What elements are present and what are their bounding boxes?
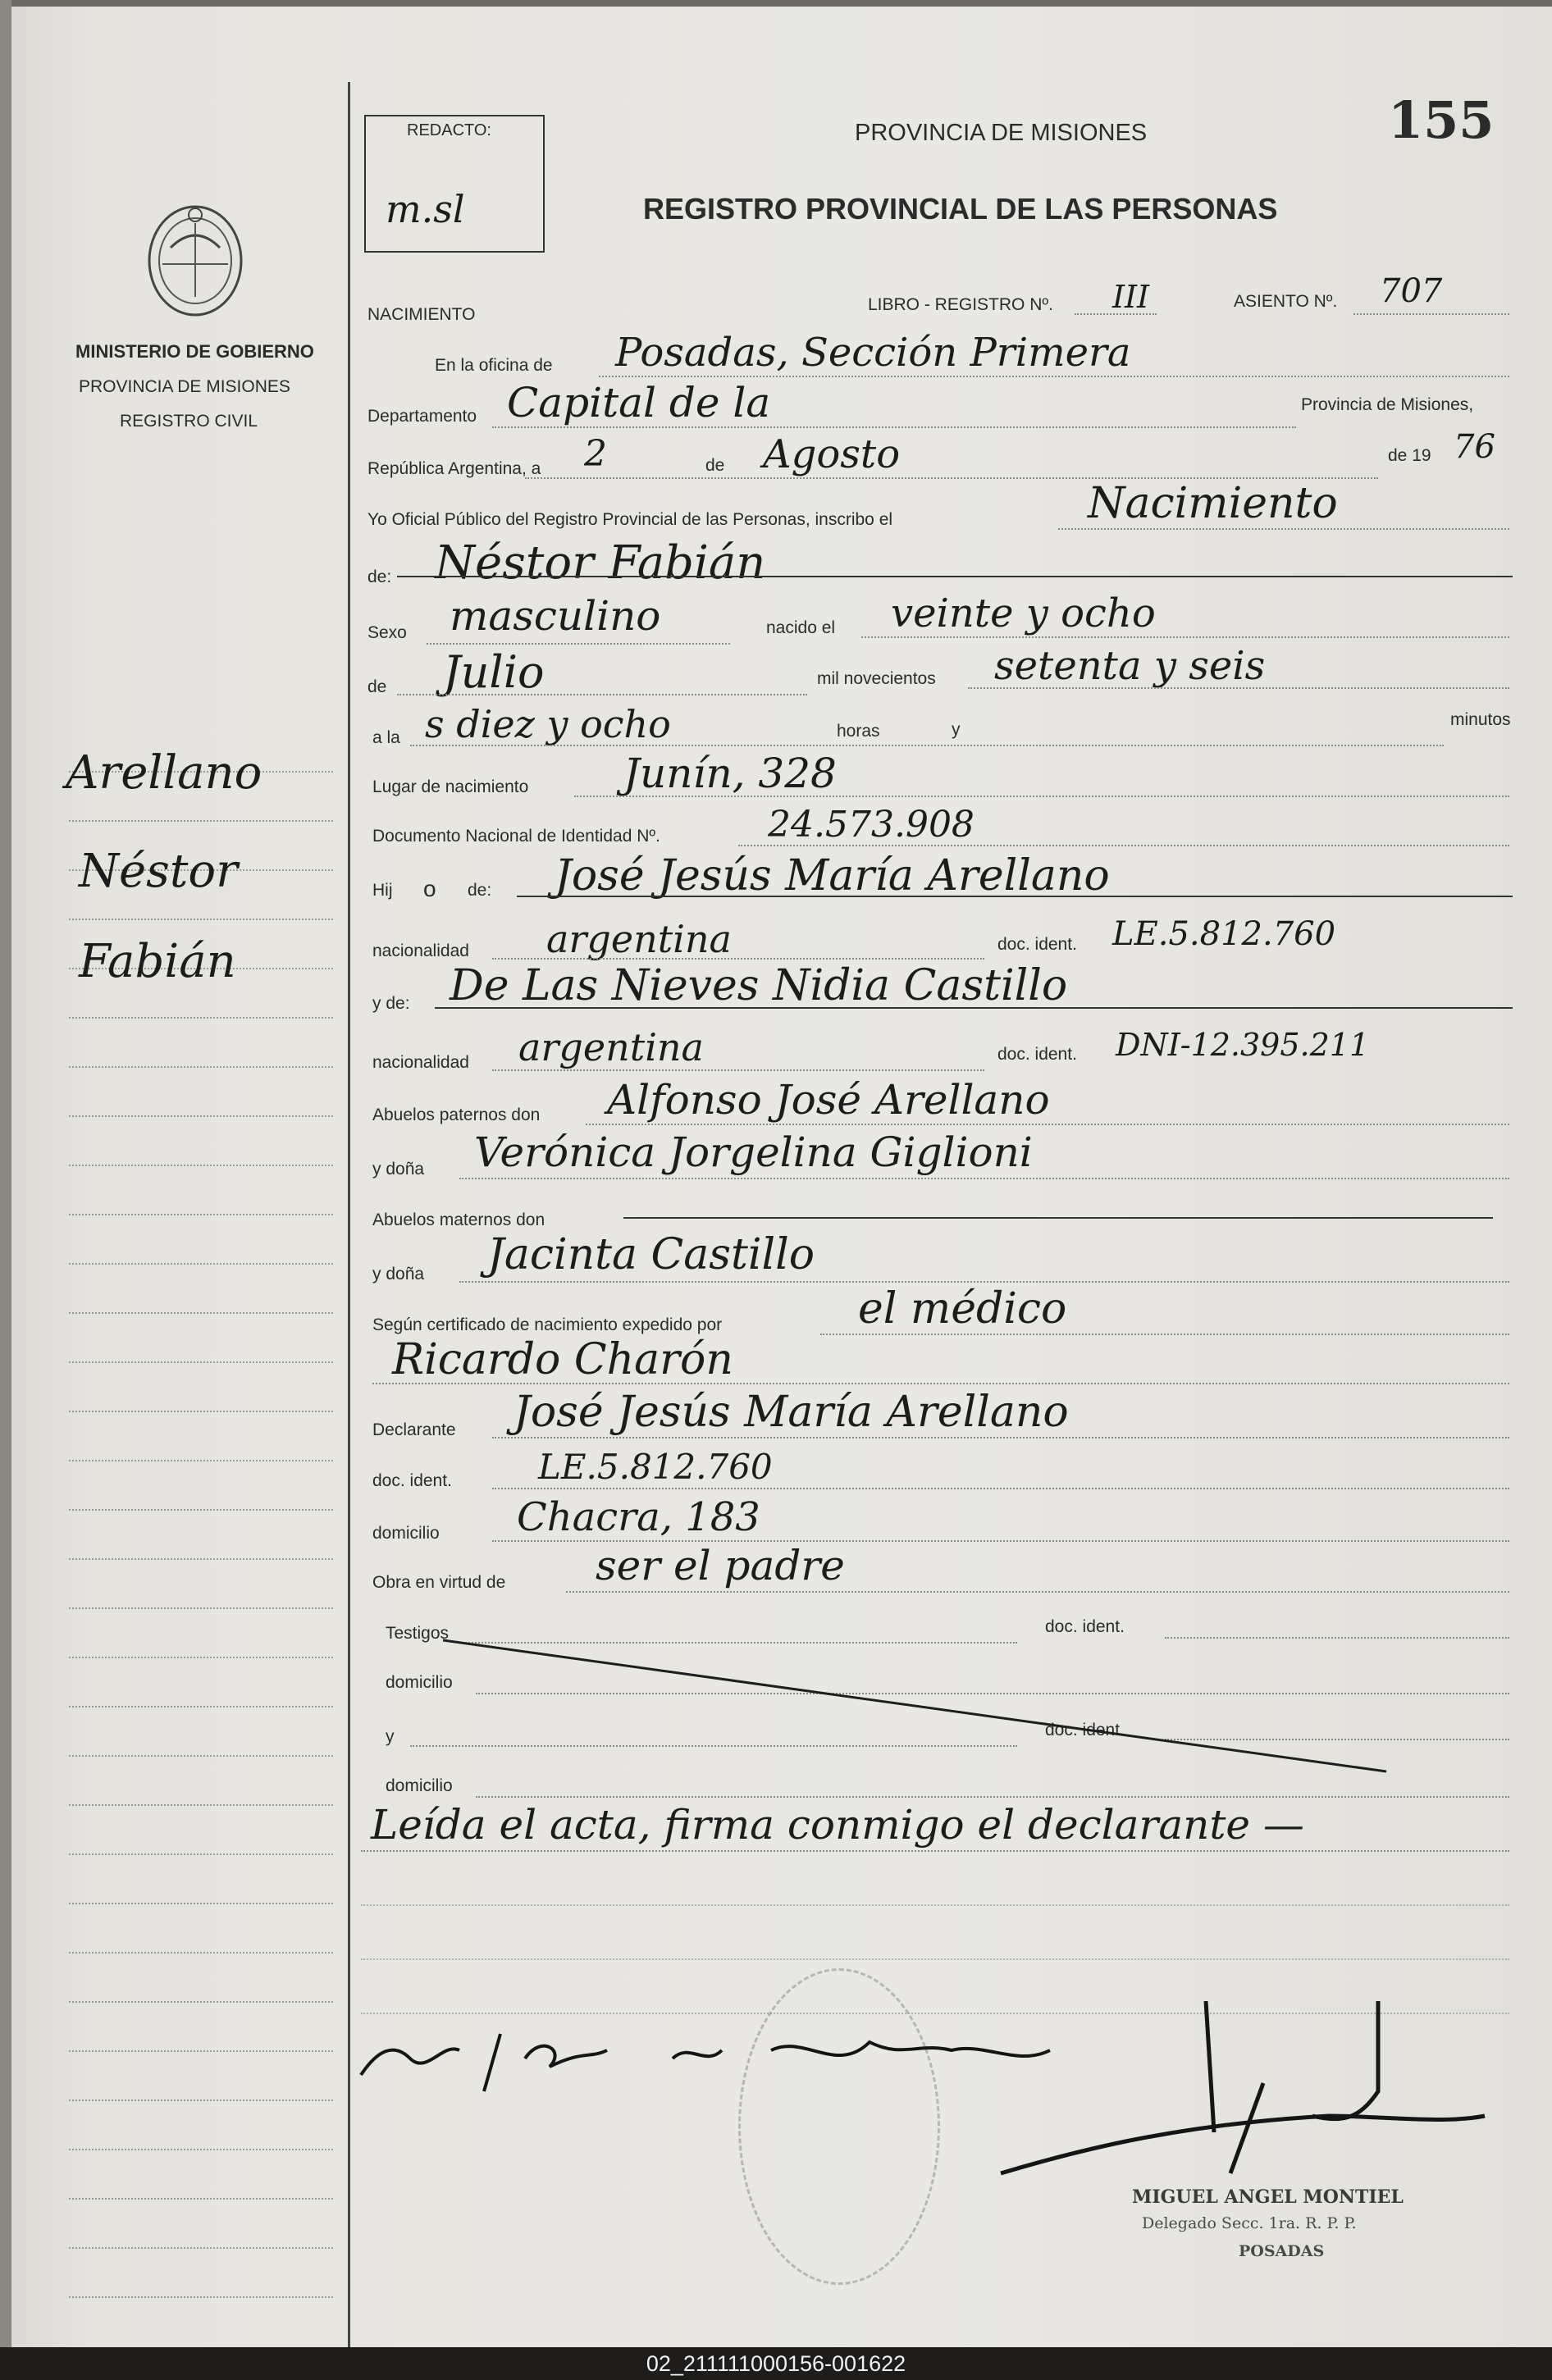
mother-nationality: argentina — [518, 1025, 704, 1069]
ministry-title: MINISTERIO DE GOBIERNO — [75, 341, 314, 362]
father-doc-label: doc. ident. — [997, 935, 1077, 954]
ministry-province: PROVINCIA DE MISIONES — [79, 377, 290, 396]
nacido-value: veinte y ocho — [891, 590, 1156, 636]
dni-label: Documento Nacional de Identidad Nº. — [372, 827, 660, 846]
libro-value: III — [1112, 279, 1150, 315]
person-name: Néstor Fabián — [435, 536, 766, 590]
day-value: 2 — [584, 433, 607, 475]
abuelo-paterno: Alfonso José Arellano — [607, 1076, 1050, 1124]
testigo-doc-label: doc. ident. — [1045, 1617, 1125, 1636]
margin-first-name: Néstor — [79, 845, 238, 898]
father-nationality-label: nacionalidad — [372, 942, 469, 960]
month-value: Agosto — [763, 431, 901, 477]
redacto-value: m.sl — [386, 187, 465, 231]
medico-name: Ricardo Charón — [392, 1335, 733, 1384]
asiento-label: ASIENTO Nº. — [1234, 292, 1338, 311]
abuelos-maternos-label: Abuelos maternos don — [372, 1211, 545, 1229]
libro-label: LIBRO - REGISTRO Nº. — [868, 295, 1053, 314]
redacto-label: REDACTO: — [407, 121, 491, 139]
declarante-value: José Jesús María Arellano — [514, 1388, 1069, 1437]
hijo-label: Hij — [372, 881, 393, 900]
oficina-value: Posadas, Sección Primera — [615, 330, 1131, 376]
page-number: 155 — [1388, 90, 1495, 150]
page-title: REGISTRO PROVINCIAL DE LAS PERSONAS — [643, 192, 1278, 226]
abuelos-paternos-label: Abuelos paternos don — [372, 1106, 541, 1124]
margin-second-name: Fabián — [79, 935, 236, 988]
alas-label: a la — [372, 728, 400, 747]
dni-value: 24.573.908 — [768, 804, 975, 846]
hijo-de-label: de: — [468, 881, 492, 900]
departamento-value: Capital de la — [507, 379, 771, 426]
binding-edge — [0, 0, 11, 2347]
y-label: y — [952, 720, 961, 739]
officer-title-stamp: Delegado Secc. 1ra. R. P. P. — [1142, 2214, 1357, 2232]
certificado-label: Según certificado de nacimiento expedido por — [372, 1315, 723, 1334]
sexo-label: Sexo — [367, 623, 407, 642]
oficina-label: En la oficina de — [435, 356, 553, 375]
testigo2-domicilio-label: domicilio — [386, 1776, 453, 1795]
officer-name-stamp: MIGUEL ANGEL MONTIEL — [1132, 2186, 1404, 2208]
mother-name: De Las Nieves Nidia Castillo — [450, 961, 1068, 1010]
lugar-label: Lugar de nacimiento — [372, 777, 529, 796]
de2-label: de — [367, 677, 387, 696]
province-header: PROVINCIA DE MISIONES — [855, 120, 1148, 146]
record-type: NACIMIENTO — [367, 305, 476, 324]
sexo-value: masculino — [450, 592, 661, 640]
testigos-strike-line — [443, 1632, 1395, 1780]
file-id-footer: 02_211111000156-001622 — [0, 2347, 1552, 2380]
y-de-label: y de: — [372, 994, 410, 1013]
redacto-box — [364, 115, 545, 253]
nacido-label: nacido el — [766, 618, 836, 637]
mother-doc-label: doc. ident. — [997, 1045, 1077, 1064]
officer-signature — [919, 1985, 1493, 2198]
declarante-label: Declarante — [372, 1420, 456, 1439]
birth-year: setenta y seis — [994, 643, 1266, 689]
father-nationality: argentina — [546, 917, 732, 961]
mother-doc: DNI-12.395.211 — [1116, 1027, 1370, 1063]
ministry-registry: REGISTRO CIVIL — [120, 412, 258, 431]
year-label: de 19 — [1388, 446, 1431, 465]
horas-label: horas — [837, 722, 880, 741]
testigos-label: Testigos — [386, 1624, 450, 1643]
de-label: de — [705, 456, 725, 475]
mother-nationality-label: nacionalidad — [372, 1053, 469, 1072]
testigo2-doc-label: doc. ident. — [1045, 1721, 1125, 1739]
birth-month: Julio — [443, 646, 545, 698]
lugar-value: Junín, 328 — [623, 750, 837, 797]
provincia-label: Provincia de Misiones, — [1301, 395, 1474, 414]
page-top-edge — [0, 0, 1552, 7]
abuela-materna: Jacinta Castillo — [487, 1230, 815, 1279]
departamento-label: Departamento — [367, 407, 477, 426]
obra-label: Obra en virtud de — [372, 1573, 506, 1592]
domicilio-label: domicilio — [372, 1524, 440, 1543]
hijo-suffix: o — [423, 876, 436, 901]
oficial-value: Nacimiento — [1088, 479, 1338, 528]
y-dona-materna-label: y doña — [372, 1265, 425, 1283]
oficial-label: Yo Oficial Público del Registro Provincial de las Personas, inscribo el — [367, 510, 893, 529]
coat-of-arms-icon — [138, 190, 253, 321]
y2-label: y — [386, 1727, 395, 1746]
declarante-doc-label: doc. ident. — [372, 1471, 452, 1490]
closing-note: Leída el acta, firma conmigo el declarante — — [371, 1801, 1304, 1849]
officer-city-stamp: POSADAS — [1239, 2242, 1325, 2260]
father-doc: LE.5.812.760 — [1112, 915, 1336, 953]
declarante-doc: LE.5.812.760 — [538, 1447, 773, 1487]
hora-value: s diez y ocho — [425, 702, 671, 746]
mil-label: mil novecientos — [817, 669, 936, 688]
margin-surname: Arellano — [66, 746, 262, 800]
minutos-label: minutos — [1450, 710, 1511, 729]
y-dona-label: y doña — [372, 1160, 425, 1179]
abuela-paterna: Verónica Jorgelina Giglioni — [474, 1128, 1033, 1176]
republica-label: República Argentina, a — [367, 459, 541, 478]
asiento-value: 707 — [1380, 272, 1443, 310]
father-name: José Jesús María Arellano — [555, 851, 1110, 900]
testigo-domicilio-label: domicilio — [386, 1673, 453, 1692]
domicilio-value: Chacra, 183 — [517, 1494, 760, 1540]
certificado-value: el médico — [858, 1284, 1067, 1334]
de-person-label: de: — [367, 568, 392, 586]
obra-value: ser el padre — [596, 1542, 845, 1589]
year-value: 76 — [1454, 428, 1495, 466]
